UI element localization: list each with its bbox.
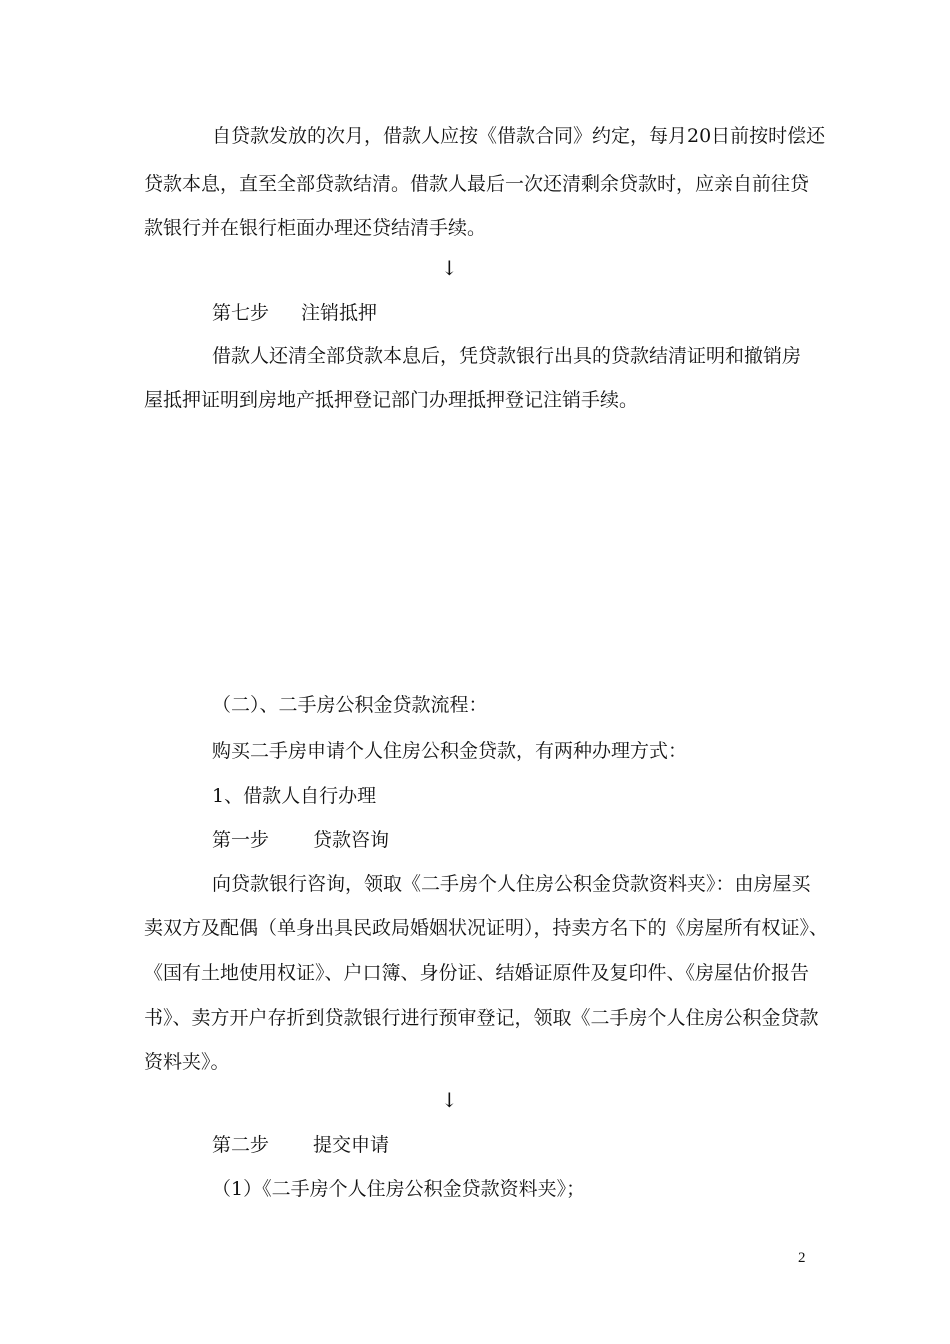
- paragraph-line: 屋抵押证明到房地产抵押登记部门办理抵押登记注销手续。: [144, 389, 639, 411]
- paragraph-line: 向贷款银行咨询，领取《二手房个人住房公积金贷款资料夹》：由房屋买: [212, 873, 811, 895]
- down-arrow-icon: ↓: [441, 256, 458, 280]
- step-title: 提交申请: [313, 1134, 390, 1156]
- step-heading: [212, 828, 389, 852]
- step-label: 第七步: [212, 302, 270, 324]
- step-title: 注销抵押: [301, 302, 378, 324]
- list-item: （1）《二手房个人住房公积金贷款资料夹》；: [212, 1178, 586, 1200]
- paragraph-line: 购买二手房申请个人住房公积金贷款，有两种办理方式：: [212, 740, 688, 762]
- step-label: 第二步: [212, 1134, 270, 1156]
- paragraph-line: 借款人还清全部贷款本息后，凭贷款银行出具的贷款结清证明和撤销房: [212, 345, 802, 367]
- method-heading: 1、借款人自行办理: [212, 785, 377, 807]
- step-title: 贷款咨询: [313, 829, 390, 851]
- paragraph-line: 资料夹》。: [144, 1051, 230, 1073]
- paragraph-line: 自贷款发放的次月，借款人应按《借款合同》约定，每月20日前按时偿还: [212, 125, 826, 147]
- step-heading: [212, 1133, 389, 1157]
- paragraph-line: 《国有土地使用权证》、户口簿、身份证、结婚证原件及复印件、《房屋估价报告: [144, 962, 810, 984]
- paragraph-line: 卖双方及配偶（单身出具民政局婚姻状况证明），持卖方名下的《房屋所有权证》、: [144, 917, 829, 939]
- down-arrow-icon: ↓: [441, 1088, 458, 1112]
- page-number: 2: [798, 1250, 806, 1266]
- section-heading: （二）、二手房公积金贷款流程：: [212, 694, 488, 716]
- step-heading: [212, 301, 377, 325]
- paragraph-line: 款银行并在银行柜面办理还贷结清手续。: [144, 217, 487, 239]
- paragraph-line: 书》、卖方开户存折到贷款银行进行预审登记，领取《二手房个人住房公积金贷款: [144, 1007, 819, 1029]
- step-label: 第一步: [212, 829, 270, 851]
- paragraph-line: 贷款本息，直至全部贷款结清。借款人最后一次还清剩余贷款时，应亲自前往贷: [144, 173, 810, 195]
